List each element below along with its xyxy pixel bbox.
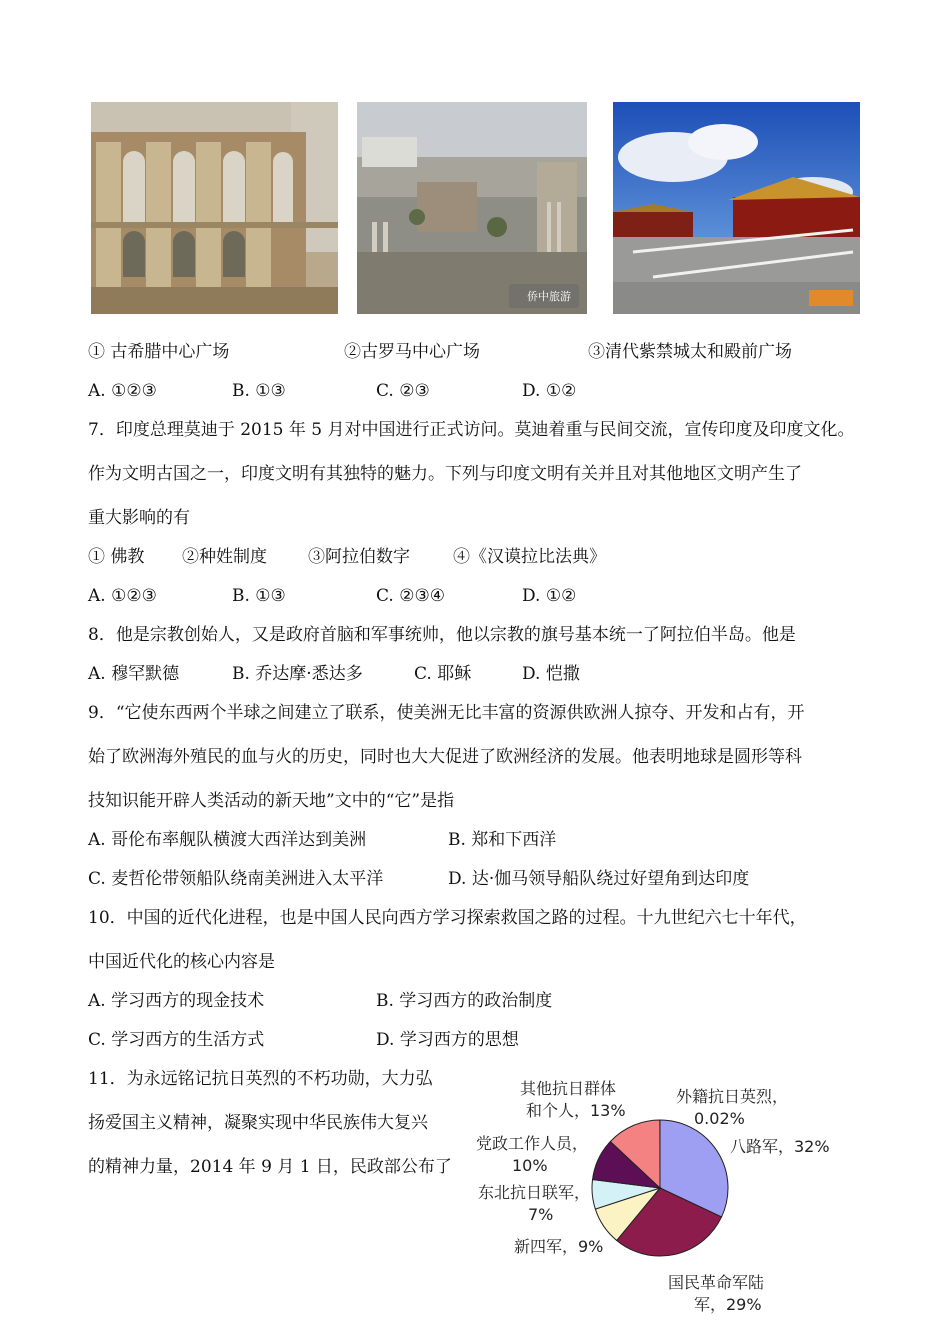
q7-option-c: C. ②③④ — [376, 586, 445, 606]
q7-text-line2: 作为文明古国之一，印度文明有其独特的魅力。下列与印度文明有关并且对其他地区文明产生了 — [88, 464, 802, 484]
q9-option-a: A. 哥伦布率舰队横渡大西洋达到美洲 — [88, 830, 367, 850]
q6-option-b: B. ①③ — [232, 381, 286, 401]
q7-option-d: D. ①② — [522, 586, 577, 606]
label-dangzheng-l2: 10% — [512, 1156, 548, 1175]
q9-text-line1: 9．“它使东西两个半球之间建立了联系，使美洲无比丰富的资源供欧洲人掠夺、开发和占有，开 — [88, 703, 805, 723]
q8-option-c: C. 耶稣 — [414, 664, 472, 684]
q10-text-line2: 中国近代化的核心内容是 — [88, 952, 275, 972]
label-xinsijun: 新四军，9% — [514, 1237, 604, 1256]
q7-item-2: ②种姓制度 — [182, 547, 267, 567]
q9-text-line3: 技知识能开辟人类活动的新天地”文中的“它”是指 — [88, 791, 455, 811]
label-guomin-l1: 国民革命军陆 — [668, 1273, 765, 1292]
q9-option-c: C. 麦哲伦带领船队绕南美洲进入太平洋 — [88, 869, 384, 889]
caption-greek: ① 古希腊中心广场 — [88, 342, 230, 362]
q8-text: 8．他是宗教创始人，又是政府首脑和军事统帅，他以宗教的旗号基本统一了阿拉伯半岛。他是 — [88, 625, 796, 645]
q9-option-b: B. 郑和下西洋 — [448, 830, 557, 850]
q10-option-d: D. 学习西方的思想 — [376, 1030, 519, 1050]
q6-option-c: C. ②③ — [376, 381, 430, 401]
q7-item-3: ③阿拉伯数字 — [308, 547, 410, 567]
label-dangzheng-l1: 党政工作人员， — [476, 1134, 589, 1153]
photo-forbidden-city — [613, 102, 860, 314]
label-guomin-l2: 军，29% — [694, 1295, 762, 1314]
q10-option-b: B. 学习西方的政治制度 — [376, 991, 553, 1011]
q6-option-a: A. ①②③ — [88, 381, 157, 401]
q7-text-line1: 7．印度总理莫迪于 2015 年 5 月对中国进行正式访问。莫迪着重与民间交流，宣传印度及印度文化。 — [88, 420, 855, 440]
q11-text-line1: 11．为永远铭记抗日英烈的不朽功勋，大力弘 — [88, 1069, 433, 1089]
label-dongbei-l2: 7% — [528, 1205, 554, 1224]
q8-option-b: B. 乔达摩·悉达多 — [232, 664, 363, 684]
q10-text-line1: 10．中国的近代化进程，也是中国人民向西方学习探索救国之路的过程。十九世纪六七十年代， — [88, 908, 807, 928]
label-other-l1: 其他抗日群体 — [520, 1079, 617, 1098]
label-other-l2: 和个人，13% — [526, 1101, 626, 1120]
photo-watermark: 侨中旅游 — [527, 290, 571, 303]
label-foreign-l2: 0.02% — [694, 1109, 745, 1128]
q7-option-a: A. ①②③ — [88, 586, 157, 606]
q10-option-a: A. 学习西方的现金技术 — [88, 991, 265, 1011]
caption-roman: ②古罗马中心广场 — [344, 342, 480, 362]
q10-option-c: C. 学习西方的生活方式 — [88, 1030, 265, 1050]
q7-text-line3: 重大影响的有 — [88, 508, 190, 528]
q7-item-1: ① 佛教 — [88, 547, 145, 567]
q6-option-d: D. ①② — [522, 381, 577, 401]
q7-item-4: ④《汉谟拉比法典》 — [453, 547, 606, 567]
q11-text-line3: 的精神力量，2014 年 9 月 1 日，民政部公布了 — [88, 1157, 452, 1177]
caption-forbidden-city: ③清代紫禁城太和殿前广场 — [588, 342, 792, 362]
q8-option-a: A. 穆罕默德 — [88, 664, 180, 684]
q7-option-b: B. ①③ — [232, 586, 286, 606]
q9-text-line2: 始了欧洲海外殖民的血与火的历史，同时也大大促进了欧洲经济的发展。他表明地球是圆形等科 — [88, 747, 802, 767]
q11-text-line2: 扬爱国主义精神，凝聚实现中华民族伟大复兴 — [88, 1113, 428, 1133]
label-foreign-l1: 外籍抗日英烈， — [676, 1087, 789, 1106]
photo-roman-forum — [357, 102, 587, 314]
label-dongbei-l1: 东北抗日联军， — [478, 1183, 591, 1202]
label-balujun: 八路军，32% — [730, 1137, 830, 1156]
q8-option-d: D. 恺撒 — [522, 664, 580, 684]
q9-option-d: D. 达·伽马领导船队绕过好望角到达印度 — [448, 869, 750, 889]
photo-greek-agora — [91, 102, 338, 314]
